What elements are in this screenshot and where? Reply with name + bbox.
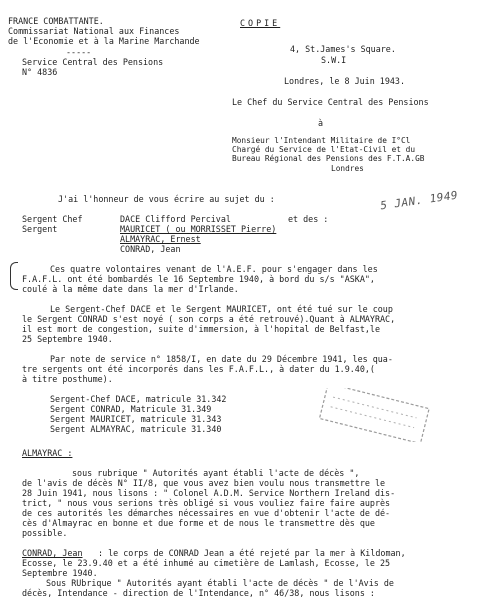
p4-line2: de l'avis de décès N° II/8, que vous avez bien voulu nous transmettre le — [22, 478, 386, 488]
header-org: FRANCE COMBATTANTE. — [8, 16, 104, 26]
p5-line1: Ecosse, le 23.9.40 et a été inhumé au cimetière de Lamlash, Ecosse, le 25 — [22, 558, 391, 568]
header-dash: ----- — [66, 47, 92, 57]
p4-line1: sous rubrique " Autorités ayant établi l'acte de décès ", — [72, 468, 360, 478]
address-line2: S.W.I — [321, 55, 347, 65]
person-almayrac: ALMAYRAC, Ernest — [120, 234, 201, 244]
received-date-stamp: 5 JAN. 1949 — [379, 188, 459, 213]
et-des: et des : — [288, 214, 329, 224]
p3-line3: à titre posthume). — [22, 374, 113, 384]
header-number: N° 4836 — [22, 67, 58, 77]
p5-line3: Sous RUbrique " Autorités ayant établi l'acte de décès " de l'Avis de — [46, 578, 394, 588]
person-dace: DACE Clifford Percival — [120, 214, 231, 224]
p4-line4: trict, " nous vous serions très obligé si vous vouliez faire faire auprès — [22, 498, 391, 508]
official-stamp — [316, 388, 436, 442]
header-service: Service Central des Pensions — [22, 57, 164, 67]
p2-line3: il est mort de congestion, suite d'immersion, à l'hopital de Belfast,le — [22, 324, 380, 334]
recipient-line1: Monsieur l'Intendant Militaire de I°Cl — [232, 136, 411, 145]
matricule-conrad: Sergent CONRAD, Matricule 31.349 — [50, 404, 212, 414]
letter-date: Londres, le 8 Juin 1943. — [284, 76, 406, 86]
header-commissariat: Commissariat National aux Finances — [8, 26, 180, 36]
sender-line: Le Chef du Service Central des Pensions — [232, 97, 429, 107]
p3-line1: Par note de service n° 1858/I, en date du 29 Décembre 1941, les qua- — [50, 354, 393, 364]
conrad-line1: : le corps de CONRAD Jean a été rejeté par la mer à Kildoman, — [93, 548, 406, 558]
header-economie: de l'Economie et à la Marine Marchande — [8, 36, 200, 46]
p2-line1: Le Sergent-Chef DACE et le Sergent MAURICET, ont été tué sur le coup — [50, 304, 393, 314]
recipient-line3: Bureau Régional des Pensions des F.T.A.GB — [232, 154, 425, 163]
p1-line3: coulé à la même date dans la mer d'Irlande. — [22, 284, 239, 294]
p4-line3: 28 Juin 1941, nous lisons : " Colonel A.D.M. Service Northern Ireland dis- — [22, 488, 396, 498]
p4-line5: de ces autorités les démarches nécessaires en vue d'obtenir l'acte de dé- — [22, 508, 391, 518]
matricule-almayrac: Sergent ALMAYRAC, matricule 31.340 — [50, 424, 222, 434]
p1-line1: Ces quatre volontaires venant de l'A.E.F. pour s'engager dans les — [50, 264, 378, 274]
almayrac-heading: ALMAYRAC : — [22, 448, 73, 458]
a-line: à — [318, 118, 324, 128]
conrad-heading: CONRAD, Jean — [22, 548, 83, 558]
margin-bracket — [10, 262, 18, 290]
p2-line2: le Sergent CONRAD s'est noyé ( son corps a été retrouvé).Quant à ALMAYRAC, — [22, 314, 396, 324]
p5-line4: décès, Intendance - direction de l'Intendance, n° 46/38, nous lisons : — [22, 588, 375, 598]
p5-line2: Septembre 1940. — [22, 568, 98, 578]
p1-line2: F.A.F.L. ont été bombardés le 16 Septembre 1940, à bord du s/s "ASKA", — [22, 274, 375, 284]
person-conrad: CONRAD, Jean — [120, 244, 181, 254]
p2-line4: 25 Septembre 1940. — [22, 334, 113, 344]
copie-label: COPIE — [240, 18, 281, 28]
recipient-line2: Chargé du Service de l'Etat-Civil et du — [232, 145, 416, 154]
p4-line6: cès d'Almayrac en bonne et due forme et de nous le transmettre dès que — [22, 518, 375, 528]
matricule-dace: Sergent-Chef DACE, matricule 31.342 — [50, 394, 227, 404]
person-mauricet: MAURICET ( ou MORRISSET Pierre) — [120, 224, 277, 234]
matricule-mauricet: Sergent MAURICET, matricule 31.343 — [50, 414, 222, 424]
p3-line2: tre sergents ont été incorporés dans les F.A.F.L., à dater du 1.9.40,( — [22, 364, 375, 374]
rank-sergent: Sergent — [22, 224, 58, 234]
address-line1: 4, St.James's Square. — [290, 44, 396, 54]
recipient-line4: Londres — [331, 164, 364, 173]
rank-sergent-chef: Sergent Chef — [22, 214, 83, 224]
intro-line: J'ai l'honneur de vous écrire au sujet du : — [58, 194, 275, 204]
p4-line7: possible. — [22, 528, 68, 538]
